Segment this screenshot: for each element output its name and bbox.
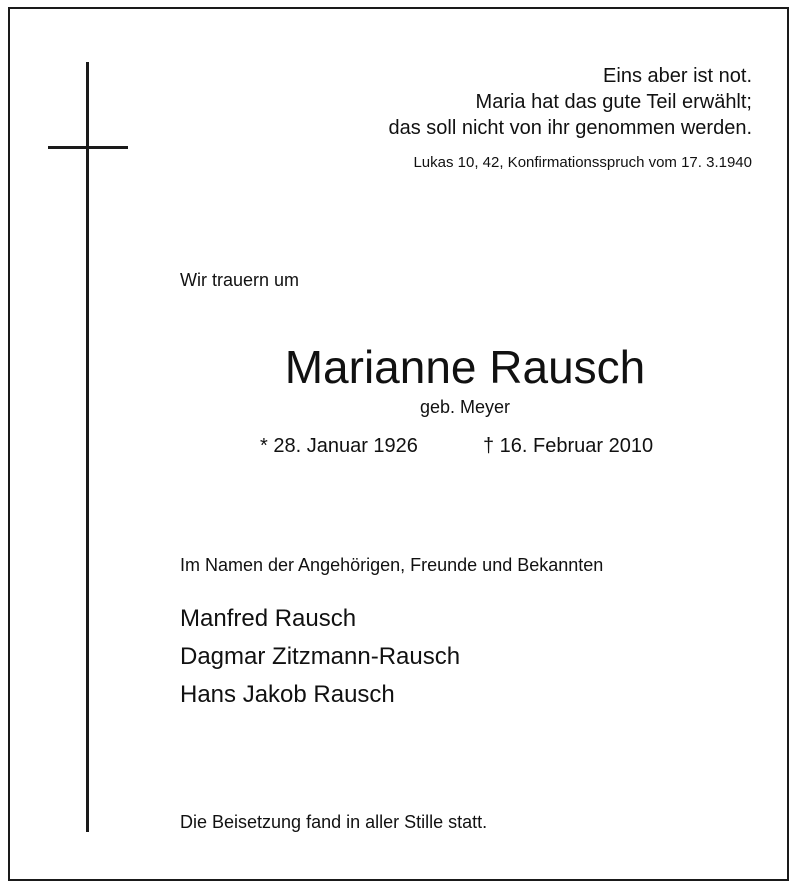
verse-source: Lukas 10, 42, Konfirmationsspruch vom 17. 3.1940 <box>413 154 752 171</box>
closing-text: Die Beisetzung fand in aller Stille statt. <box>180 812 488 832</box>
maiden-name: geb. Meyer <box>419 397 511 417</box>
mourner-list <box>180 600 460 714</box>
mourner-name: Dagmar Zitzmann-Rausch <box>180 643 461 670</box>
cross-icon-horizontal-bar <box>48 146 128 149</box>
deceased-name: Marianne Rausch <box>284 341 646 393</box>
birth-date: * 28. Januar 1926 <box>260 435 418 457</box>
cross-icon-vertical-bar <box>86 62 89 832</box>
on-behalf-text: Im Namen der Angehörigen, Freunde und Bekannten <box>180 555 604 575</box>
mourner-name: Manfred Rausch <box>180 605 357 632</box>
verse-line: das soll nicht von ihr genommen werden. <box>388 117 752 139</box>
intro-text: Wir trauern um <box>180 270 300 290</box>
verse-line: Maria hat das gute Teil erwählt; <box>475 91 752 113</box>
bible-verse <box>388 63 752 141</box>
mourner-name: Hans Jakob Rausch <box>180 681 395 708</box>
verse-line: Eins aber ist not. <box>603 65 752 87</box>
death-date: † 16. Februar 2010 <box>483 435 654 457</box>
